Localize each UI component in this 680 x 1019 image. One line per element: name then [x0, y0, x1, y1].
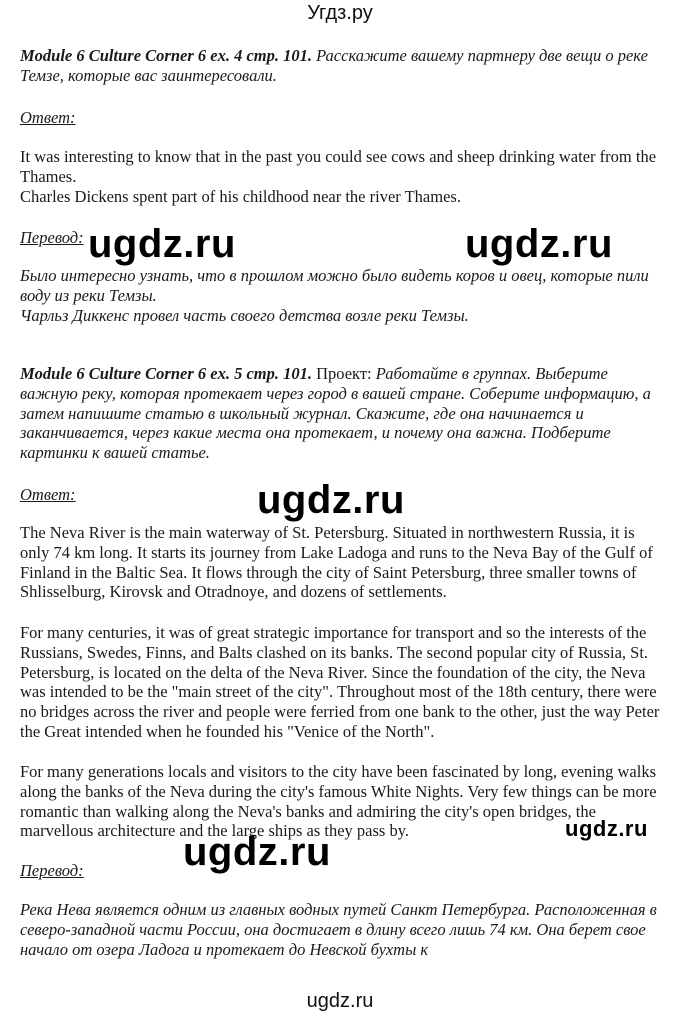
watermark: ugdz.ru [465, 222, 613, 266]
task1-text: Расскажите вашему партнеру две вещи о реке Темзе, которые вас заинтересовали. [20, 46, 648, 85]
task2-answer [20, 523, 665, 602]
watermark: ugdz.ru [565, 816, 648, 841]
task1-translation-line-1: Было интересно узнать, что в прошлом можно было видеть коров и овец, которые пили воду из реки Темзы. [20, 266, 649, 305]
task2-title: Module 6 Culture Corner 6 ex. 5 стр. 101. [20, 364, 312, 383]
task1-translation-label: Перевод: [20, 228, 84, 247]
task1-translation [20, 266, 665, 325]
site-footer: ugdz.ru [306, 990, 374, 1012]
task2-translation: Река Нева является одним из главных водных путей Санкт Петербурга. Расположенная в северо-западной части России, она достигает в длину всего лишь 74 км. Она берет свое начало от озера Ладога и протекает до Невской бухты к [20, 900, 657, 959]
task1-answer-label: Ответ: [20, 108, 76, 127]
answer-paragraph-3: For many generations locals and visitors to the city have been fascinated by long, evening walks along the banks of the Neva during the city's famous White Nights. Very few things can be more romantic than walking along the Neva's banks and admiring the city's open bridges, the marvellous architecture and the large ships as they pass by. [20, 762, 657, 841]
watermark: ugdz.ru [257, 478, 405, 522]
task1-answer-line-2: Charles Dickens spent part of his childhood near the river Thames. [20, 186, 461, 206]
task2-text: Работайте в группах. Выберите важную реку, которая протекает через город в вашей стране. Соберите информацию, а затем напишите статью в школьный журнал. Скажите, где она начинается и заканчивается, через какие места она протекает, и почему она важна. Подберите картинки к вашей статье. [20, 364, 651, 463]
watermark: ugdz.ru [88, 222, 236, 266]
task1-answer-line-1: It was interesting to know that in the past you could see cows and sheep drinking water from the Thames. [20, 147, 657, 186]
task2-answer-label: Ответ: [20, 485, 76, 504]
task2-translation-label: Перевод: [20, 861, 84, 880]
task2-answer-2 [20, 623, 665, 742]
task2-project: Проект: [311, 364, 372, 383]
task1-translation-line-2: Чарльз Диккенс провел часть своего детства возле реки Темзы. [20, 305, 469, 325]
task1-heading [20, 46, 665, 86]
site-header: Угдз.ру [307, 2, 373, 24]
answer-paragraph-2: For many centuries, it was of great strategic importance for transport and so the interests of the Russians, Swedes, Finns, and Balts clashed on its banks. The second popular city of Russia, St. Petersburg, is located on the delta of the Neva River. Since the foundation of the city, the Neva was intended to be the "main street of the city". Throughout most of the 18th century, there were no bridges across the river and people were ferried from one bank to the other, just the way Peter the Great intended when he founded his "Venice of the North". [20, 623, 660, 741]
answer-paragraph-1: The Neva River is the main waterway of St. Petersburg. Situated in northwestern Russia, it is only 74 km long. It starts its journey from Lake Ladoga and runs to the Neva Bay of the Gulf of Finland in the Baltic Sea. It flows through the city of Saint Petersburg, three smaller towns of Shlisselburg, Kirovsk and Otradnoye, and dozens of settlements. [20, 523, 653, 602]
watermark: ugdz.ru [183, 830, 331, 874]
task1-answer [20, 147, 665, 206]
task1-title: Module 6 Culture Corner 6 ex. 4 стр. 101. [20, 46, 312, 65]
task2-heading [20, 364, 665, 463]
